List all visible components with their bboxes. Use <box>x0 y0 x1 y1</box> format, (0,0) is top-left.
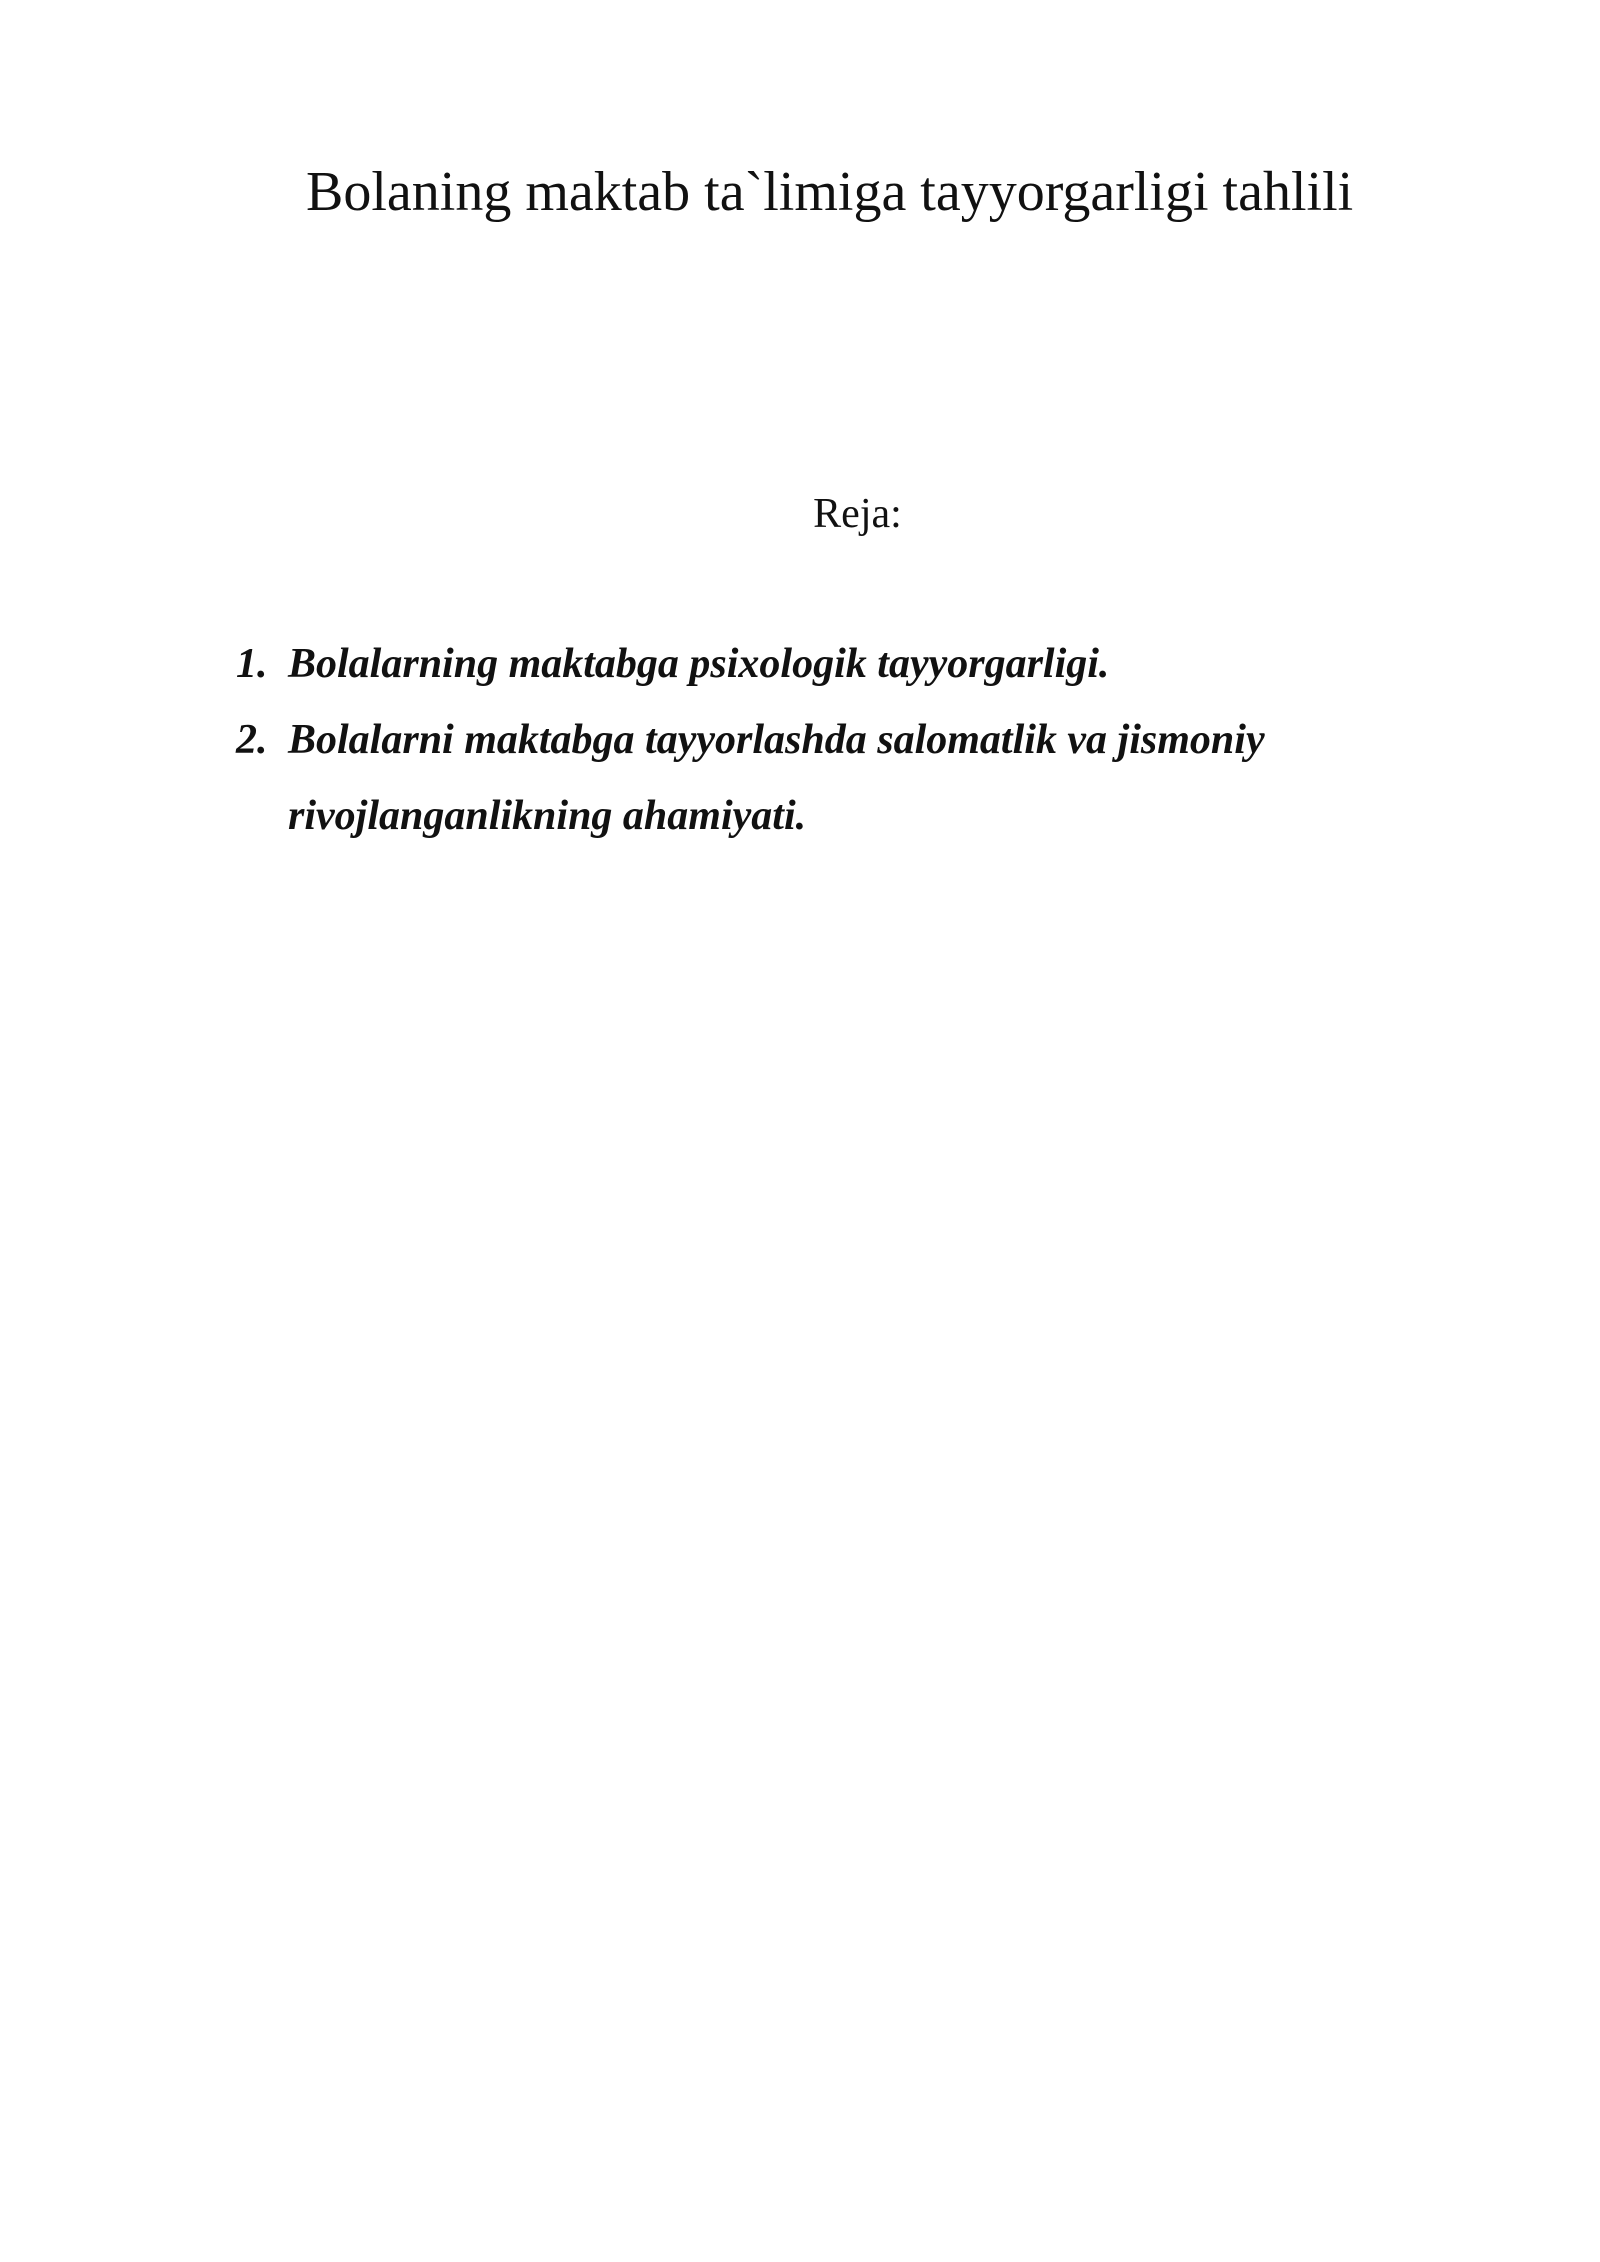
plan-list <box>236 626 1376 854</box>
plan-item-text: Bolalarni maktabga tayyorlashda salomatlik va jismoniy rivojlanganlikning ahamiyati. <box>288 717 1265 839</box>
plan-item-number: 1. <box>236 641 268 687</box>
plan-item-1 <box>236 626 1376 702</box>
document-title: Bolaning maktab ta`limiga tayyorgarligi tahlili <box>306 161 1354 223</box>
plan-item-text: Bolalarning maktabga psixologik tayyorgarligi. <box>288 641 1110 687</box>
plan-item-2 <box>236 702 1376 854</box>
plan-item-number: 2. <box>236 717 268 763</box>
plan-heading: Reja: <box>813 491 902 537</box>
